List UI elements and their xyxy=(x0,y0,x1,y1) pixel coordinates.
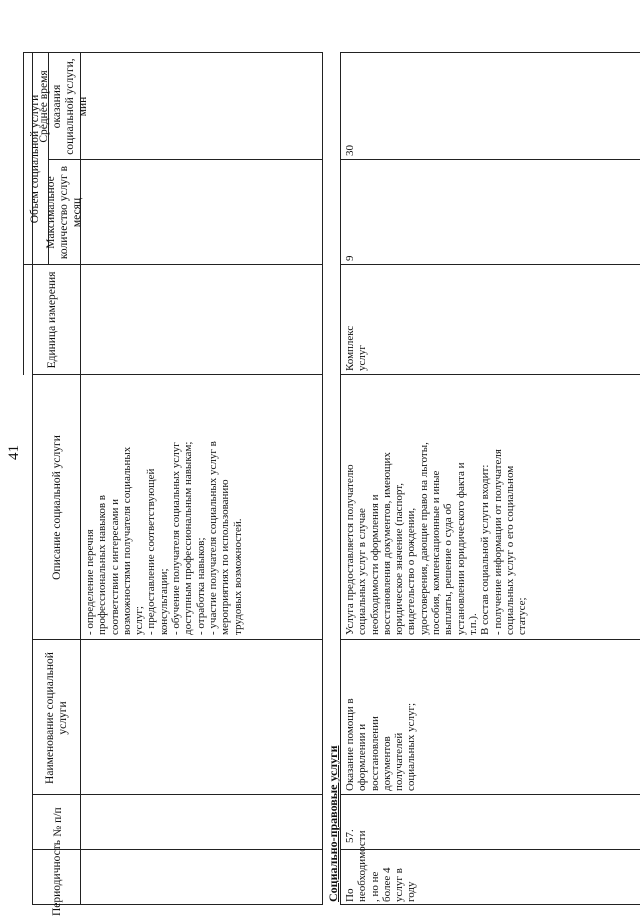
row57-max-qty: 9 xyxy=(344,255,356,261)
header-num: № п/п xyxy=(51,807,64,837)
section-title: Социально-правовые услуги xyxy=(326,745,340,902)
row57-unit: Комплекс услуг xyxy=(344,325,369,371)
row57-num: 57. xyxy=(344,829,356,843)
table-upper-bottom-border xyxy=(322,53,323,905)
header-periodicity: Периодичность xyxy=(50,839,63,916)
header-max-qty: Максимальное количество услуг в месяц xyxy=(44,165,83,260)
row57-avg-time: 30 xyxy=(344,145,356,156)
header-volume-group: Объем социальной услуги xyxy=(28,94,41,224)
row57-description: Услуга предоставляется получателю социальных услуг в случае необходимости оформления и восстановления документов, имеющих юридическое значение (паспорт, свидетельство о рождении, удостоверения, дающие право на льготы, пособия, компенсационные и иные выплаты, решение о суда об установлении юридического факта и т.п.). В состав социальной услуги входит: - получение информации от получателя социальных услуг о его социальном статусе; xyxy=(344,442,529,635)
row57-periodicity: По необходимости , но не более 4 услуг в году xyxy=(344,830,418,902)
prev-row-description: - определение перечня профессиональных навыков в соответствии с интересами и возможностями получателя социальных услуг; - предоставление соответствующей консультации; - обучение получателя социальных услуг доступным профессиональным навыкам; - отработка навыков; - участие получателя социальных услуг в мероприятиях по использованию трудовых возможностей. xyxy=(84,441,244,635)
header-unit: Единица измерения xyxy=(45,271,58,369)
page-number: 41 xyxy=(6,445,22,460)
header-name: Наименование социальной услуги xyxy=(44,652,69,784)
header-avg-time: Среднее время оказания социальной услуги, мин xyxy=(38,58,89,155)
row57-name: Оказание помощи в оформлении и восстановлении документов получателей социальных услуг; xyxy=(344,698,418,791)
header-description: Описание социальной услуги xyxy=(50,435,63,580)
